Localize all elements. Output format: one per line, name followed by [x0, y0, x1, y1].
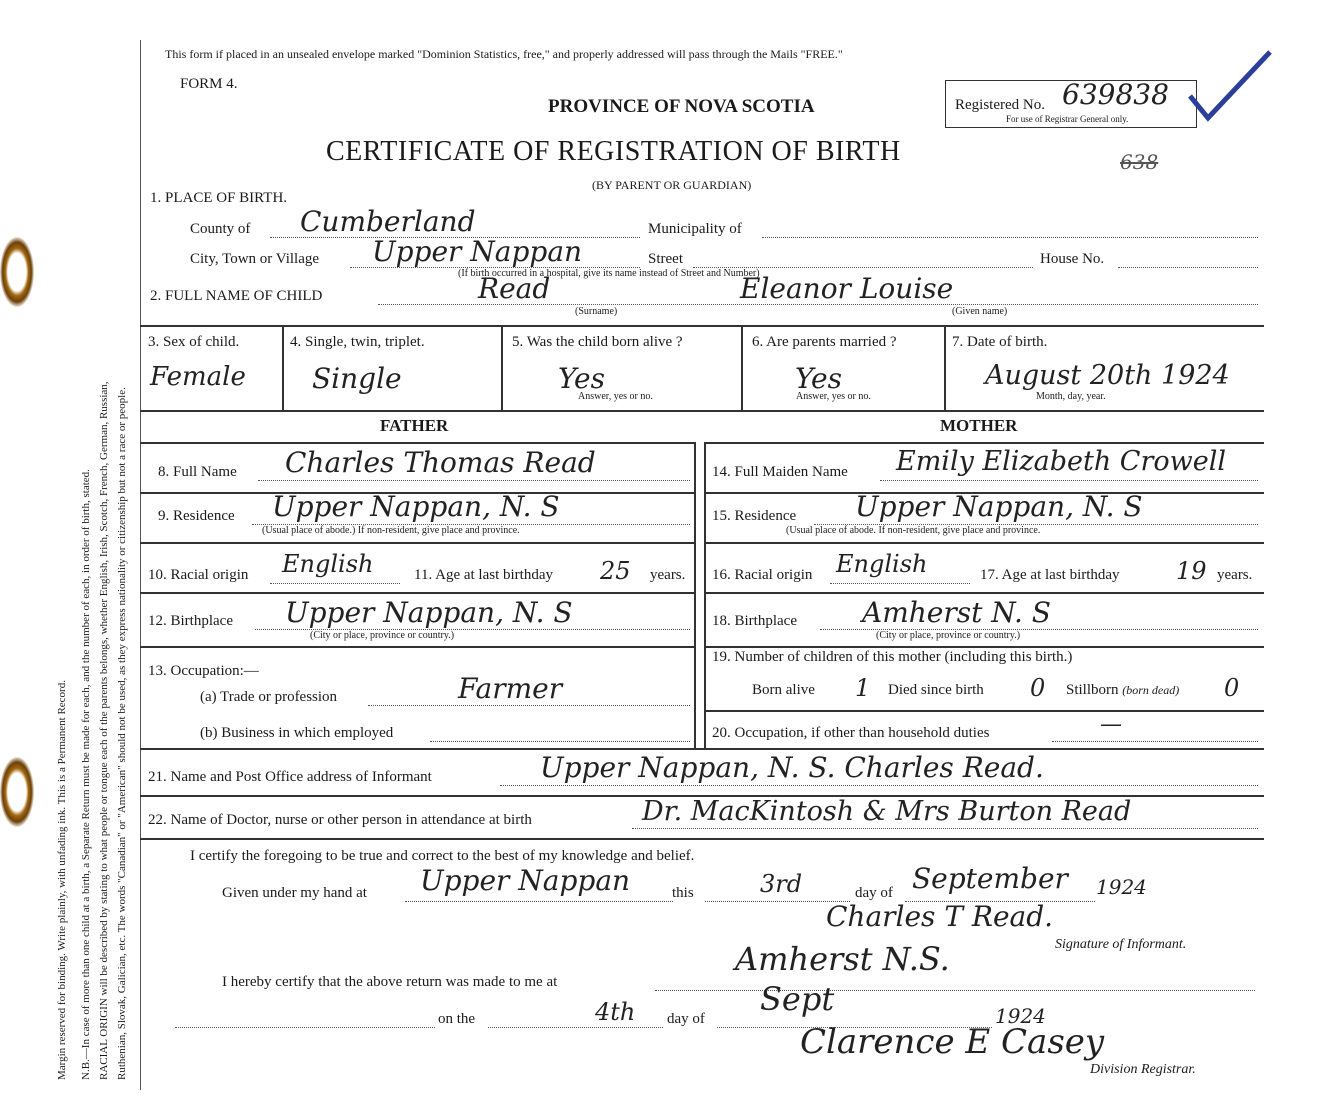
father-birthplace-label: 12. Birthplace: [148, 613, 233, 629]
mother-heading: MOTHER: [940, 416, 1018, 435]
checkmark-icon: [1180, 48, 1280, 128]
father-birthplace-value: Upper Nappan, N. S: [285, 596, 573, 629]
registered-label: Registered No.: [955, 97, 1045, 113]
registrar-year-value: 1924: [995, 1004, 1046, 1028]
margin-note-1: Margin reserved for binding. Write plainly, with unfading ink. This is a Permanent Record.: [56, 680, 68, 1080]
mail-notice: This form if placed in an unsealed envelope marked "Dominion Statistics, free," and properly addressed will pass through the Mails "FREE.": [165, 47, 843, 61]
hospital-note: (If birth occurred in a hospital, give its name instead of Street and Number): [458, 268, 760, 279]
informant-label: 21. Name and Post Office address of Informant: [148, 769, 432, 785]
died-since-birth-value: 0: [1030, 674, 1046, 702]
date-of-birth-label: 7. Date of birth.: [952, 334, 1048, 350]
given-under-label: Given under my hand at: [222, 885, 367, 901]
informant-signature: Charles T Read.: [826, 900, 1054, 933]
month-value: September: [912, 862, 1068, 895]
mother-birthplace-caption: (City or place, province or country.): [876, 630, 1021, 641]
registrar-place-value: Amherst N.S.: [735, 940, 950, 978]
certify-statement: I certify the foregoing to be true and correct to the best of my knowledge and belief.: [190, 848, 695, 864]
mother-birthplace-label: 18. Birthplace: [712, 613, 797, 629]
father-race-value: English: [282, 550, 374, 578]
registrar-note: For use of Registrar General only.: [1006, 114, 1129, 124]
child-given-name: Eleanor Louise: [740, 272, 954, 305]
year-value: 1924: [1096, 875, 1147, 899]
informant-value: Upper Nappan, N. S. Charles Read.: [540, 751, 1044, 784]
certificate-subtitle: (BY PARENT OR GUARDIAN): [592, 178, 752, 192]
doctor-value: Dr. MacKintosh & Mrs Burton Read: [642, 796, 1132, 827]
mother-occupation-label: 20. Occupation, if other than household duties: [712, 725, 990, 741]
mother-occupation-value: —: [1100, 712, 1122, 737]
day-value: 3rd: [760, 870, 803, 898]
born-alive-count-value: 1: [855, 674, 871, 702]
father-residence-value: Upper Nappan, N. S: [272, 490, 560, 523]
city-value: Upper Nappan: [372, 235, 583, 268]
on-the-label: on the: [438, 1011, 476, 1027]
father-residence-caption: (Usual place of abode.) If non-resident, give place and province.: [262, 525, 520, 536]
father-residence-label: 9. Residence: [158, 508, 235, 524]
form-left-border: [140, 40, 141, 1090]
born-alive-count-label: Born alive: [752, 682, 815, 698]
born-alive-caption: Answer, yes or no.: [578, 391, 653, 402]
father-age-label: 11. Age at last birthday: [414, 567, 553, 583]
sex-label: 3. Sex of child.: [148, 334, 240, 350]
born-alive-value: Yes: [558, 362, 605, 395]
parents-married-value: Yes: [795, 362, 842, 395]
occupation-label: 13. Occupation:—: [148, 663, 259, 679]
county-label: County of: [190, 221, 251, 237]
margin-note-3: RACIAL ORIGIN will be described by stating to what people or tongue each of the parents belongs, whether English, Irish, Scotch, French, German, Russian,: [98, 381, 110, 1080]
registrar-month-value: Sept: [760, 980, 835, 1018]
mother-residence-value: Upper Nappan, N. S: [855, 490, 1143, 523]
registrar-signature: Clarence E Casey: [800, 1022, 1105, 1062]
day-of-label: day of: [855, 885, 893, 901]
plurality-label: 4. Single, twin, triplet.: [290, 334, 425, 350]
father-name-label: 8. Full Name: [158, 464, 237, 480]
mother-age-value: 19: [1176, 557, 1207, 585]
mother-race-value: English: [836, 550, 928, 578]
province-heading: PROVINCE OF NOVA SCOTIA: [548, 96, 815, 117]
parents-married-label: 6. Are parents married ?: [752, 334, 897, 350]
mother-residence-caption: (Usual place of abode. If non-resident, give place and province.: [786, 525, 1041, 536]
municipality-label: Municipality of: [648, 221, 742, 237]
registrar-statement: I hereby certify that the above return was made to me at: [222, 974, 558, 990]
date-of-birth-caption: Month, day, year.: [1036, 391, 1106, 402]
place-of-birth-heading: 1. PLACE OF BIRTH.: [150, 190, 288, 206]
trade-value: Farmer: [458, 672, 563, 705]
county-value: Cumberland: [300, 205, 476, 238]
house-number-label: House No.: [1040, 251, 1105, 267]
this-label: this: [672, 885, 694, 901]
mother-residence-label: 15. Residence: [712, 508, 797, 524]
father-age-value: 25: [600, 557, 631, 585]
margin-note-4: Ruthenian, Slovak, Galician, etc. The words "Canadian" or "American" should not be used, as they express nationality or citizenship but not a race or people.: [116, 387, 128, 1080]
stillborn-value: 0: [1224, 674, 1240, 702]
child-name-label: 2. FULL NAME OF CHILD: [150, 288, 323, 304]
corner-mark: 638: [1120, 150, 1159, 174]
business-label: (b) Business in which employed: [200, 725, 394, 741]
father-birthplace-caption: (City or place, province or country.): [310, 630, 455, 641]
died-since-birth-label: Died since birth: [888, 682, 984, 698]
given-name-caption: (Given name): [952, 306, 1008, 317]
date-of-birth-value: August 20th 1924: [985, 360, 1230, 391]
father-name-value: Charles Thomas Read: [285, 446, 596, 479]
margin-note-2: N.B.—In case of more than one child at a birth, a Separate Return must be made for each, and the number of each, in order of birth, stated.: [80, 469, 92, 1080]
sex-value: Female: [150, 362, 246, 392]
mother-name-label: 14. Full Maiden Name: [712, 464, 848, 480]
mother-age-years: years.: [1217, 567, 1253, 583]
street-label: Street: [648, 251, 683, 267]
informant-signature-caption: Signature of Informant.: [1055, 937, 1187, 952]
stillborn-label: Stillborn (born dead): [1066, 682, 1180, 698]
born-alive-label: 5. Was the child born alive ?: [512, 334, 683, 350]
mother-birthplace-value: Amherst N. S: [862, 596, 1051, 629]
plurality-value: Single: [312, 362, 402, 395]
children-count-label: 19. Number of children of this mother (including this birth.): [712, 649, 1073, 665]
form-number: FORM 4.: [180, 76, 238, 92]
registrar-caption: Division Registrar.: [1090, 1062, 1196, 1077]
registrar-day-of-label: day of: [667, 1011, 705, 1027]
father-age-years: years.: [650, 567, 686, 583]
city-label: City, Town or Village: [190, 251, 320, 267]
child-surname: Read: [478, 272, 551, 305]
binding-hole-bottom: [0, 757, 34, 827]
trade-label: (a) Trade or profession: [200, 689, 338, 705]
parents-married-caption: Answer, yes or no.: [796, 391, 871, 402]
father-heading: FATHER: [380, 416, 449, 435]
mother-race-label: 16. Racial origin: [712, 567, 813, 583]
surname-caption: (Surname): [575, 306, 618, 317]
father-race-label: 10. Racial origin: [148, 567, 249, 583]
registered-number: 639838: [1062, 78, 1169, 111]
mother-age-label: 17. Age at last birthday: [980, 567, 1120, 583]
given-place-value: Upper Nappan: [420, 864, 631, 897]
registrar-day-value: 4th: [595, 998, 636, 1026]
certificate-title: CERTIFICATE OF REGISTRATION OF BIRTH: [326, 136, 901, 167]
mother-name-value: Emily Elizabeth Crowell: [896, 446, 1226, 477]
doctor-label: 22. Name of Doctor, nurse or other person in attendance at birth: [148, 812, 532, 828]
binding-hole-top: [0, 237, 34, 307]
